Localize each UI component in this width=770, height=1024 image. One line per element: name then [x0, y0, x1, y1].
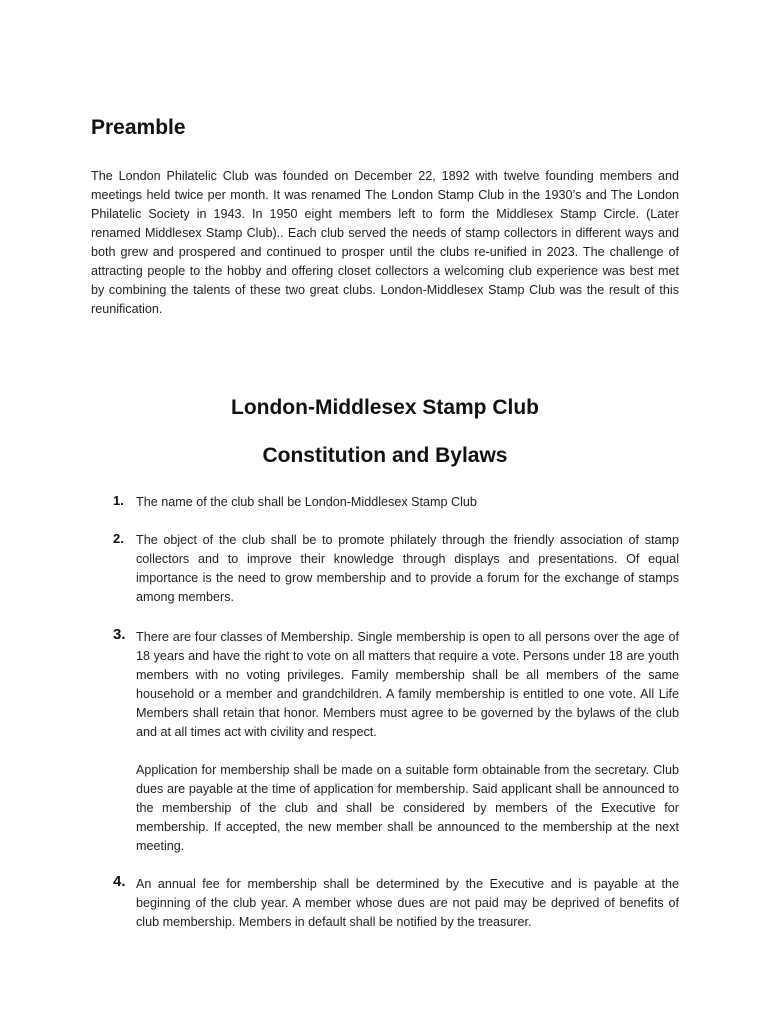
article-3: [113, 628, 679, 856]
article-text: The name of the club shall be London-Middlesex Stamp Club: [136, 495, 477, 509]
preamble-heading: Preamble: [91, 116, 186, 139]
article-text: There are four classes of Membership. Single membership is open to all persons over the age of 18 years and have the right to vote on all matters that require a vote. Persons under 18 are youth members with no voting privileges. Family membership shall be all members of the same household or a member and grandchildren. A family membership is entitled to one vote. All Life Members shall retain that honor. Members must agree to be governed by the bylaws of the club and at all times act with civility and respect.: [136, 630, 679, 739]
article-number: 3.: [113, 626, 126, 643]
article-number: 1.: [113, 493, 124, 508]
constitution-title: Constitution and Bylaws: [262, 444, 508, 467]
article-number: 4.: [113, 873, 126, 890]
article-2: [113, 531, 679, 607]
article-text: An annual fee for membership shall be determined by the Executive and is payable at the beginning of the club year. A member whose dues are not paid may be deprived of benefits of club membership. Members in default shall be notified by the treasurer.: [136, 877, 679, 929]
article-1: [113, 493, 679, 512]
article-number: 2.: [113, 531, 124, 546]
article-text-application: Application for membership shall be made on a suitable form obtainable from the secretary. Club dues are payable at the time of application for membership. Said applicant shall be announced to the membership of the club and shall be considered by members of the Executive for membership. If accepted, the new member shall be announced to the membership at the next meeting.: [136, 763, 679, 853]
article-text: The object of the club shall be to promote philately through the friendly association of stamp collectors and to improve their knowledge through displays and presentations. Of equal importance is the need to grow membership and to provide a forum for the exchange of stamps among members.: [136, 533, 679, 604]
article-4: [113, 875, 679, 932]
club-title: London-Middlesex Stamp Club: [231, 396, 539, 419]
preamble-paragraph: The London Philatelic Club was founded on December 22, 1892 with twelve founding members and meetings held twice per month. It was renamed The London Stamp Club in the 1930’s and The London Philatelic Society in 1943. In 1950 eight members left to form the Middlesex Stamp Circle. (Later renamed Middlesex Stamp Club).. Each club served the needs of stamp collectors in different ways and both grew and prospered and continued to prosper until the clubs re-unified in 2023. The challenge of attracting people to the hobby and offering closet collectors a welcoming club experience was best met by combining the talents of these two great clubs. London-Middlesex Stamp Club was the result of this reunification.: [91, 169, 679, 316]
